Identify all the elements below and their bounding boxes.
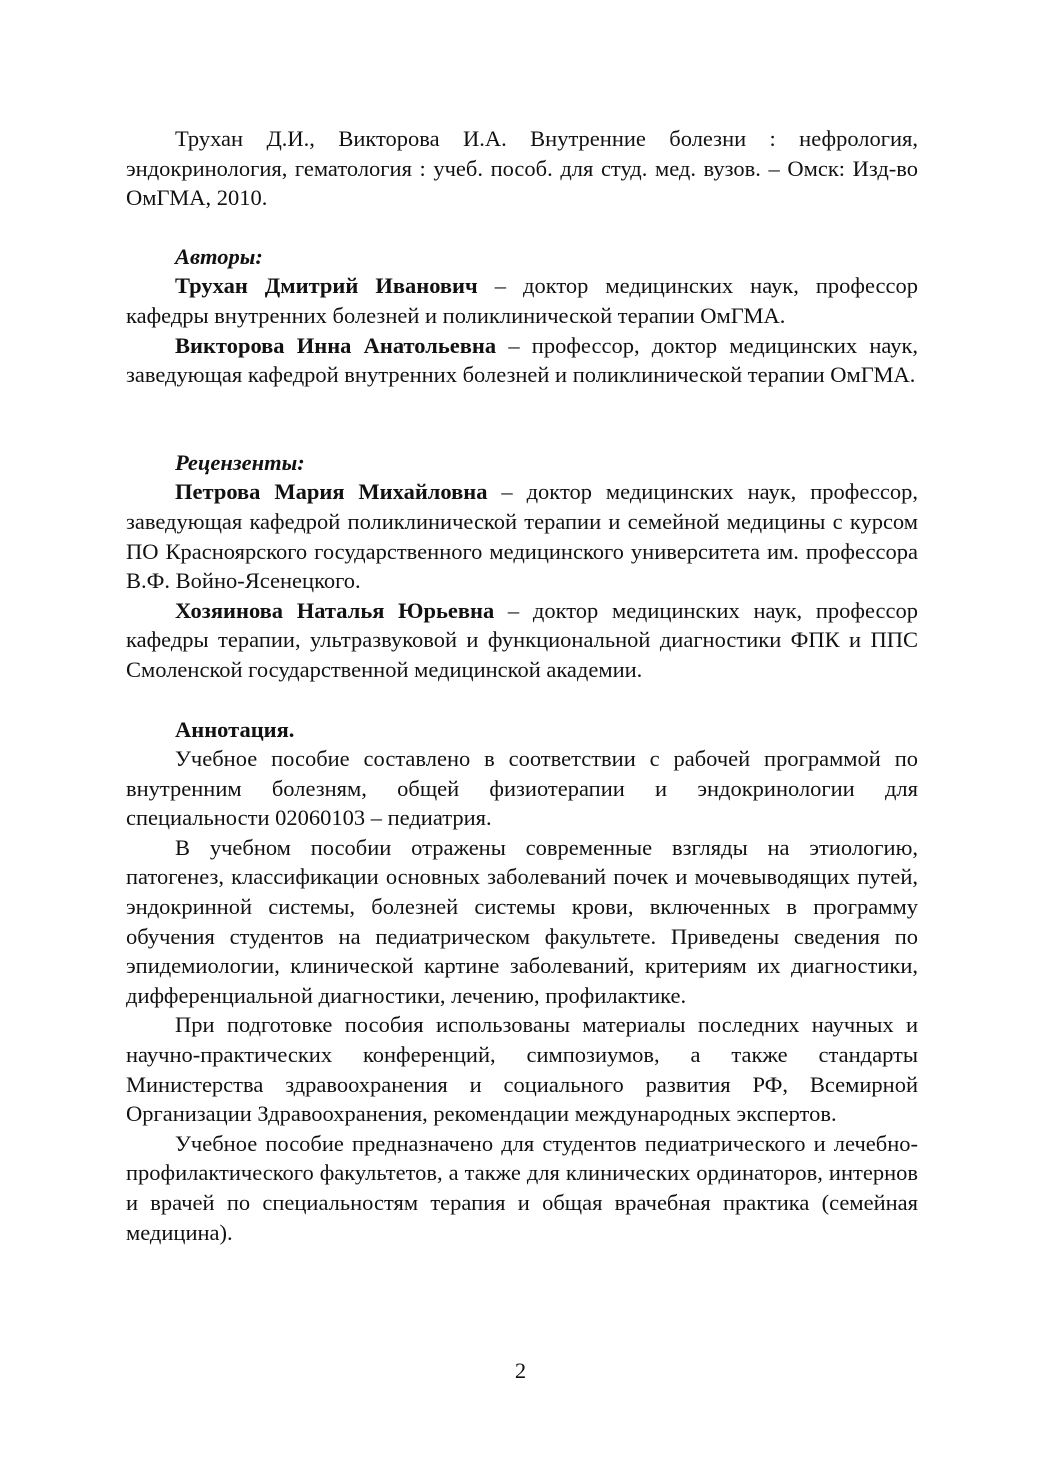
reviewer-description: – доктор медицинских наук, профессор, заведующая кафедрой поликлинической терапии и семейной медицины с курсом ПО Красноярского государственного медицинского университета им. профессора В.Ф. Войно-Ясенецкого. — [126, 479, 918, 594]
reviewers-heading: Рецензенты: — [175, 449, 305, 475]
author-entry — [126, 271, 918, 330]
annotation-paragraph: В учебном пособии отражены современные взгляды на этиологию, патогенез, классификации основных заболеваний почек и мочевыводящих путей, эндокринной системы, болезней системы крови, включенных в программу обучения студентов на педиатрическом факультете. Приведены сведения по эпидемиологии, клинической картине заболеваний, критериям их диагностики, дифференциальной диагностики, лечению, профилактике. — [126, 834, 918, 1008]
annotation-paragraph: Учебное пособие предназначено для студентов педиатрического и лечебно-профилактического факультетов, а также для клинических ординаторов, интернов и врачей по специальностям терапия и общая врачебная практика (семейная медицина). — [126, 1130, 918, 1245]
spacer — [126, 213, 918, 242]
spacer — [126, 390, 918, 448]
reviewer-name: Хозяинова Наталья Юрьевна — [175, 597, 495, 623]
reviewer-entry — [126, 596, 918, 685]
spacer — [126, 685, 918, 715]
page-number: 2 — [514, 1358, 527, 1383]
reviewer-entry — [126, 477, 918, 595]
bibliographic-citation: Трухан Д.И., Викторова И.А. Внутренние болезни : нефрология, эндокринология, гематология : учеб. пособ. для студ. мед. вузов. – Омск: Изд-во ОмГМА, 2010. — [126, 126, 918, 211]
author-description: – доктор медицинских наук, профессор кафедры внутренних болезней и поликлинической терапии ОмГМА. — [126, 273, 918, 328]
annotation-paragraph: При подготовке пособия использованы материалы последних научных и научно-практических конференций, симпозиумов, а также стандарты Министерства здравоохранения и социального развития РФ, Всемирной Организации Здравоохранения, рекомендации международных экспертов. — [126, 1012, 918, 1127]
reviewer-name: Петрова Мария Михайловна — [175, 479, 488, 505]
annotation-paragraph: Учебное пособие составлено в соответствии с рабочей программой по внутренним болезням, общей физиотерапии и эндокринологии для специальности 02060103 – педиатрия. — [126, 746, 918, 831]
author-name: Викторова Инна Анатольевна — [175, 332, 497, 358]
author-description: – профессор, доктор медицинских наук, заведующая кафедрой внутренних болезней и поликлинической терапии ОмГМА. — [126, 332, 919, 388]
document-page — [126, 124, 918, 1247]
reviewer-description: – доктор медицинских наук, профессор кафедры терапии, ультразвуковой и функциональной диагностики ФПК и ППС Смоленской государственной медицинской академии. — [126, 597, 919, 682]
annotation-heading: Аннотация. — [175, 716, 295, 742]
author-name: Трухан Дмитрий Иванович — [175, 273, 478, 299]
authors-heading: Авторы: — [175, 243, 263, 269]
author-entry — [126, 331, 918, 390]
